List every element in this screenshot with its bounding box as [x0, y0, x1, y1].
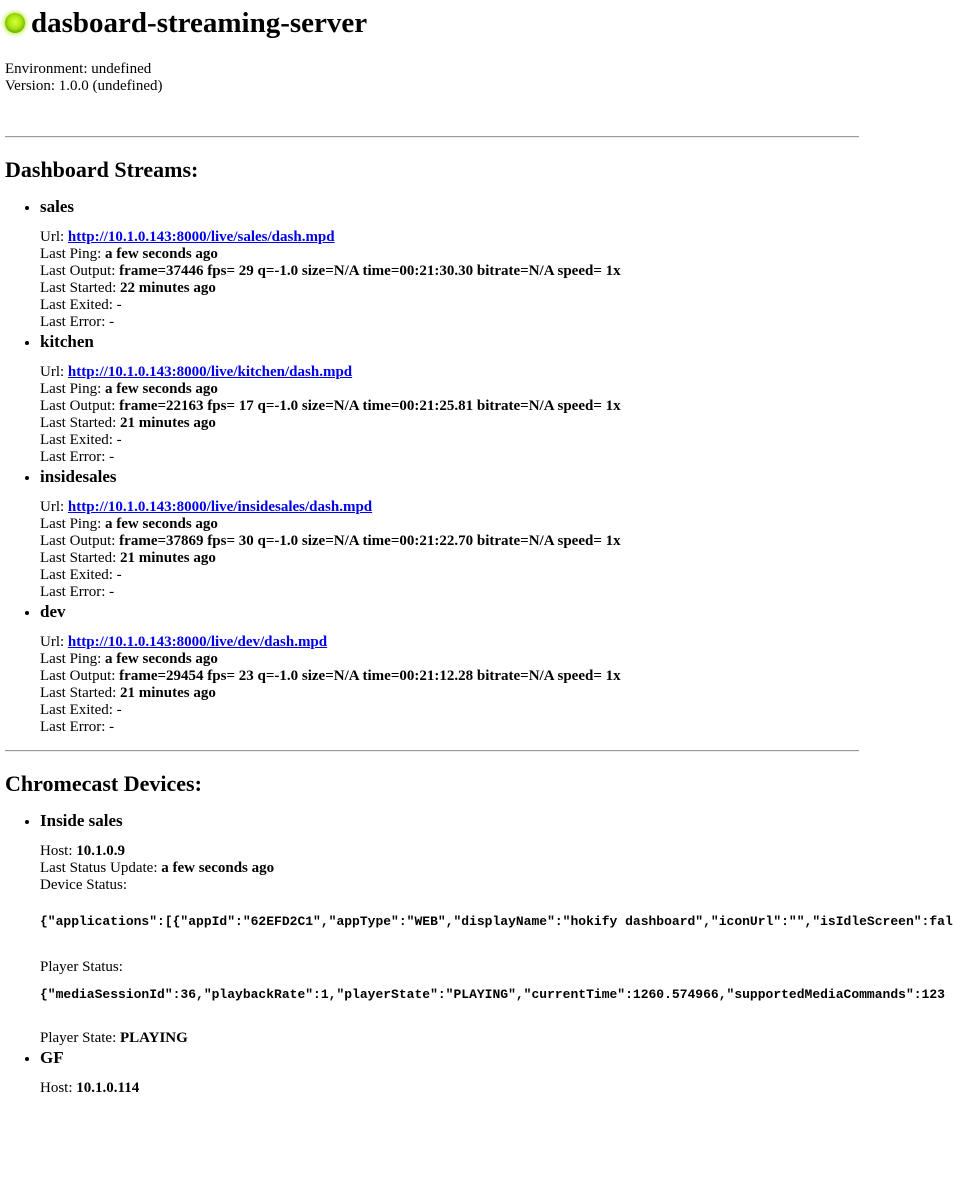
last-output-label: Last Output: [40, 398, 116, 414]
divider [5, 750, 859, 752]
environment-line [5, 61, 859, 78]
player-status-json: {"mediaSessionId":36,"playbackRate":1,"playerState":"PLAYING","currentTime":1260.574966,"supportedMediaCommands":123 [40, 987, 945, 1002]
stream-name: • dev [40, 602, 66, 621]
host-label: Host: [40, 843, 73, 859]
stream-url-link[interactable]: http://10.1.0.143:8000/live/sales/dash.mpd [67, 229, 335, 245]
stream-url-link[interactable]: http://10.1.0.143:8000/live/dev/dash.mpd [67, 634, 328, 650]
stream-name: • kitchen [40, 332, 94, 351]
last-output-value: frame=37869 fps= 30 q=-1.0 size=N/A time=00:21:22.70 bitrate=N/A speed= 1x [119, 533, 621, 549]
last-status-update-value: a few seconds ago [161, 860, 275, 876]
player-state-block [40, 1030, 859, 1047]
host-value: 10.1.0.9 [76, 843, 126, 859]
page [0, 6, 953, 1097]
last-error-value: - [109, 449, 115, 465]
last-exited-label: Last Exited: [40, 432, 113, 448]
device-status-json: {"applications":[{"appId":"62EFD2C1","appType":"WEB","displayName":"hokify dashboard","iconUrl":"","isIdleScreen":fal [40, 914, 953, 929]
last-exited-label: Last Exited: [40, 297, 113, 313]
devices-list [5, 810, 953, 1097]
last-output-label: Last Output: [40, 533, 116, 549]
streams-section-title: Dashboard Streams: [5, 157, 199, 182]
last-started-value: 22 minutes ago [119, 280, 216, 296]
last-output-value: frame=29454 fps= 23 q=-1.0 size=N/A time=00:21:12.28 bitrate=N/A speed= 1x [119, 668, 621, 684]
app-title-text: dasboard-streaming-server [31, 7, 368, 39]
stream-item [40, 196, 859, 331]
player-state-value: PLAYING [119, 1030, 188, 1046]
stream-details [40, 364, 859, 466]
url-label: Url: [40, 634, 65, 650]
last-exited-value: - [116, 297, 122, 313]
last-started-label: Last Started: [40, 415, 117, 431]
last-output-value: frame=37446 fps= 29 q=-1.0 size=N/A time=00:21:30.30 bitrate=N/A speed= 1x [119, 263, 621, 279]
host-value: 10.1.0.114 [76, 1080, 140, 1096]
last-exited-label: Last Exited: [40, 567, 113, 583]
version-line [5, 78, 859, 95]
last-ping-label: Last Ping: [40, 651, 102, 667]
last-ping-label: Last Ping: [40, 516, 102, 532]
device-status-label: Device Status: [40, 877, 128, 893]
url-label: Url: [40, 364, 65, 380]
environment-label: Environment: [5, 61, 88, 77]
stream-url-link[interactable]: http://10.1.0.143:8000/live/insidesales/dash.mpd [67, 499, 373, 515]
last-error-value: - [109, 314, 115, 330]
host-label: Host: [40, 1080, 73, 1096]
last-exited-value: - [116, 702, 122, 718]
stream-details [40, 499, 859, 601]
device-details [40, 843, 859, 894]
last-exited-value: - [116, 567, 122, 583]
version-value: 1.0.0 (undefined) [58, 78, 163, 94]
environment-value: undefined [91, 61, 152, 77]
devices-section-title: Chromecast Devices: [5, 771, 202, 796]
last-started-label: Last Started: [40, 550, 117, 566]
last-ping-value: a few seconds ago [105, 651, 218, 667]
last-error-value: - [109, 584, 115, 600]
streams-list [5, 196, 859, 736]
status-indicator-icon [5, 13, 25, 33]
last-started-label: Last Started: [40, 280, 117, 296]
last-error-value: - [109, 719, 115, 735]
last-ping-value: a few seconds ago [105, 246, 218, 262]
stream-name: • insidesales [40, 467, 117, 486]
player-state-label: Player State: [40, 1030, 117, 1046]
last-started-value: 21 minutes ago [119, 550, 216, 566]
device-name: • GF [40, 1048, 64, 1067]
last-exited-label: Last Exited: [40, 702, 113, 718]
stream-details [40, 634, 859, 736]
last-exited-value: - [116, 432, 122, 448]
url-label: Url: [40, 499, 65, 515]
device-details [40, 1080, 859, 1097]
stream-item [40, 466, 859, 601]
player-status-label: Player Status: [40, 959, 123, 975]
stream-item [40, 331, 859, 466]
last-started-value: 21 minutes ago [119, 685, 216, 701]
last-error-label: Last Error: [40, 719, 106, 735]
last-error-label: Last Error: [40, 314, 106, 330]
stream-name: • sales [40, 197, 74, 216]
divider [5, 136, 859, 138]
url-label: Url: [40, 229, 65, 245]
version-label: Version: [5, 78, 55, 94]
environment-info [5, 61, 859, 95]
stream-details [40, 229, 859, 331]
last-error-label: Last Error: [40, 584, 106, 600]
stream-item [40, 601, 859, 736]
last-error-label: Last Error: [40, 449, 106, 465]
page-title [5, 6, 859, 40]
device-item [40, 1047, 859, 1097]
stream-url-link[interactable]: http://10.1.0.143:8000/live/kitchen/dash.mpd [67, 364, 353, 380]
last-output-label: Last Output: [40, 263, 116, 279]
last-ping-label: Last Ping: [40, 381, 102, 397]
last-ping-label: Last Ping: [40, 246, 102, 262]
last-started-label: Last Started: [40, 685, 117, 701]
device-name: • Inside sales [40, 811, 123, 830]
last-output-label: Last Output: [40, 668, 116, 684]
last-started-value: 21 minutes ago [119, 415, 216, 431]
last-status-update-label: Last Status Update: [40, 860, 158, 876]
device-item [40, 810, 953, 1047]
last-ping-value: a few seconds ago [105, 381, 218, 397]
last-output-value: frame=22163 fps= 17 q=-1.0 size=N/A time=00:21:25.81 bitrate=N/A speed= 1x [119, 398, 621, 414]
last-ping-value: a few seconds ago [105, 516, 218, 532]
player-status-block [40, 959, 859, 976]
